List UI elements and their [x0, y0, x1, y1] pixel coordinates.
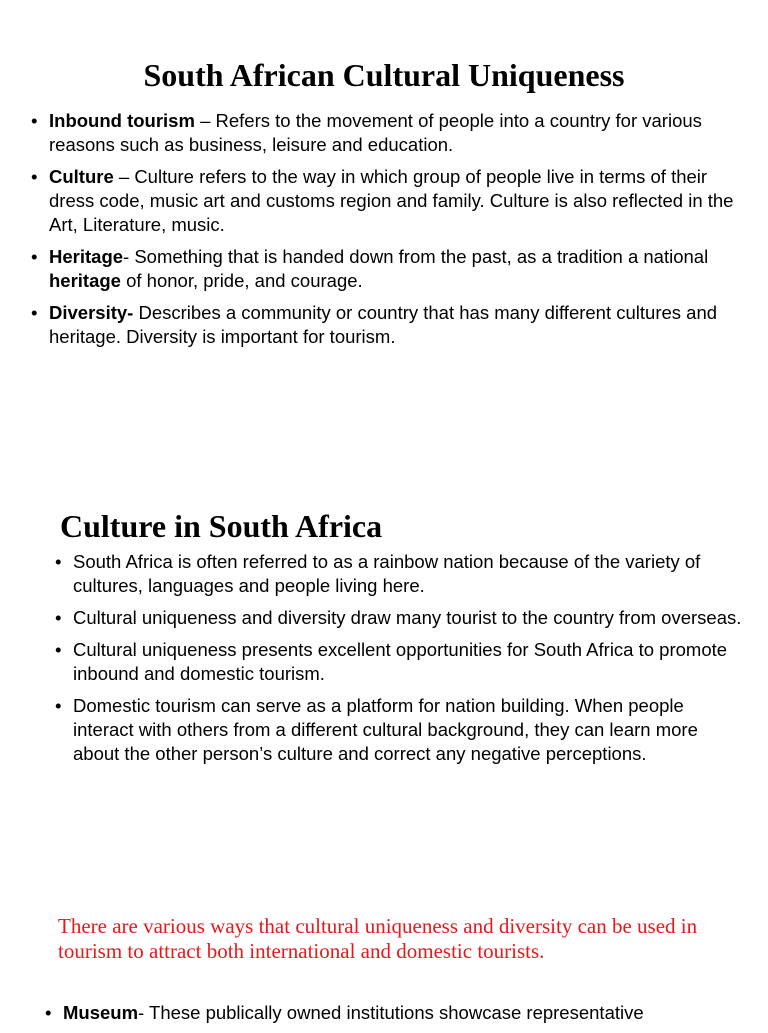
culture-list	[55, 550, 743, 774]
list-item	[55, 694, 743, 766]
list-item	[55, 638, 743, 686]
bullet-icon: •	[45, 1002, 52, 1023]
bullet-icon: •	[55, 639, 62, 660]
list-item	[55, 550, 743, 598]
term-label: Diversity-	[49, 302, 134, 323]
list-item	[31, 301, 749, 349]
term-definition: - These publically owned institutions showcase representative	[138, 1002, 644, 1023]
section-title: Culture in South Africa	[60, 507, 383, 544]
term-definition: - Something that is handed down from the past, as a tradition a national	[123, 246, 709, 267]
list-item-text: Cultural uniqueness presents excellent opportunities for South Africa to promote inbound and domestic tourism.	[73, 639, 728, 684]
bullet-icon: •	[55, 695, 62, 716]
bullet-icon: •	[55, 551, 62, 572]
term-definition-end: of honor, pride, and courage.	[120, 270, 363, 291]
term-definition: – Refers to the movement of people into a country for various reasons such as business, leisure and education.	[49, 110, 702, 155]
term-label: Heritage	[49, 246, 124, 267]
list-item	[55, 606, 743, 630]
term-label: Culture	[49, 166, 114, 187]
ways-list	[45, 1001, 753, 1033]
list-item-text: Domestic tourism can serve as a platform for nation building. When people interact with others from a different cultural background, they can learn more about the other person’s culture and correct any negative perceptions.	[73, 695, 698, 764]
bullet-icon: •	[55, 607, 62, 628]
highlight-note: There are various ways that cultural uniqueness and diversity can be used in tourism to attract both international and domestic tourists.	[58, 914, 698, 963]
list-item-text: South Africa is often referred to as a rainbow nation because of the variety of cultures, languages and people living here.	[73, 551, 701, 596]
list-item	[31, 245, 749, 293]
list-item	[31, 165, 749, 237]
bullet-icon: •	[31, 166, 38, 187]
list-item	[31, 109, 749, 157]
list-item	[45, 1001, 753, 1025]
term-label: Inbound tourism	[49, 110, 195, 131]
bullet-icon: •	[31, 110, 38, 131]
page-title: South African Cultural Uniqueness	[143, 57, 625, 94]
term-label: Museum	[63, 1002, 139, 1023]
term-definition: – Culture refers to the way in which group of people live in terms of their dress code, music art and customs region and family. Culture is also reflected in the Art, Literature, music.	[49, 166, 734, 235]
list-item-text: Cultural uniqueness and diversity draw many tourist to the country from overseas.	[73, 607, 742, 628]
term-definition: Describes a community or country that has many different cultures and heritage. Diversity is important for tourism.	[49, 302, 718, 347]
bullet-icon: •	[31, 246, 38, 267]
inline-bold-term: heritage	[49, 270, 121, 291]
bullet-icon: •	[31, 302, 38, 323]
definitions-list	[31, 109, 749, 357]
